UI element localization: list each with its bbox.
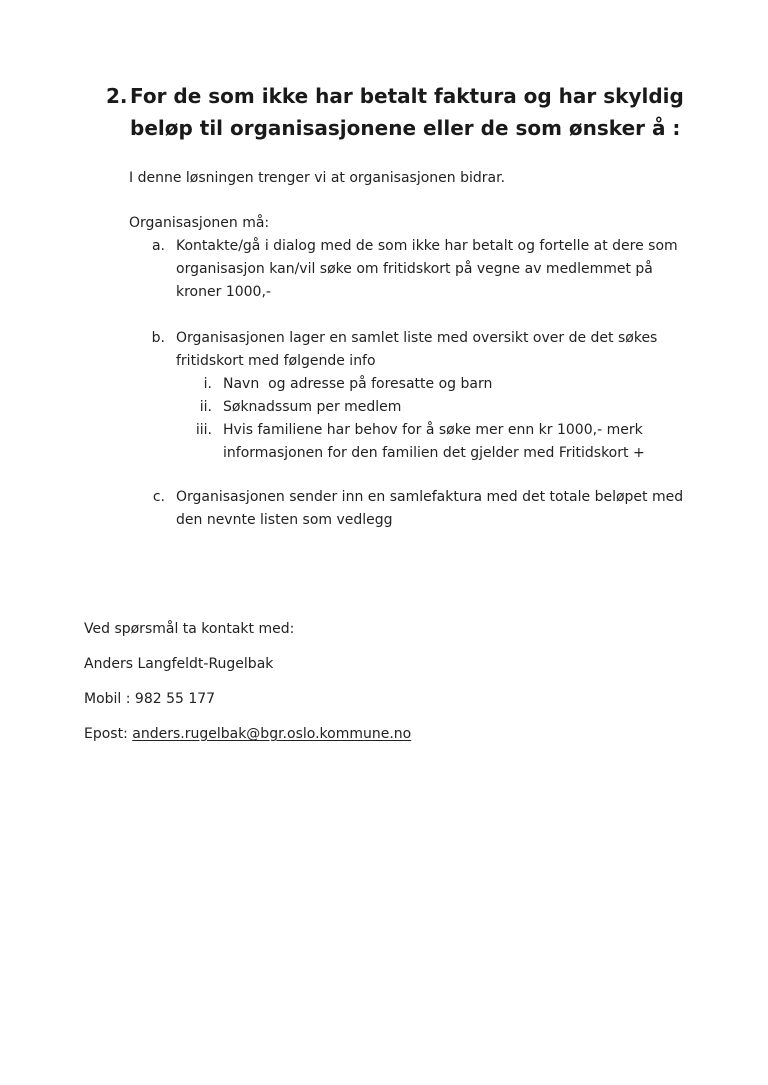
list-item-c [129,486,689,532]
sub-list-marker: ii. [199,399,212,415]
sub-list-item-iii [176,419,696,465]
organization-label: Organisasjonen må: [129,215,270,231]
section-number: 2. [106,84,128,108]
list-item-a [129,235,689,304]
section-title: For de som ikke har betalt faktura og har skyldig beløp til organisasjonene eller de som ønsker å : [130,84,684,140]
sub-list-item-text: Navn og adresse på foresatte og barn [223,376,493,392]
contact-mobile: Mobil : 982 55 177 [84,691,216,707]
sub-list-item-text: Søknadssum per medlem [223,399,402,415]
section-heading [106,80,726,144]
email-label: Epost: [84,726,128,742]
list-item-b [129,327,689,373]
list-item-text: Organisasjonen sender inn en samlefaktura med det totale beløpet med den nevnte listen som vedlegg [176,489,684,528]
contact-intro: Ved spørsmål ta kontakt med: [84,621,295,637]
sub-list-marker: iii. [195,422,212,438]
list-item-text: Organisasjonen lager en samlet liste med oversikt over de det søkes fritidskort med følgende info [176,330,658,369]
list-item-text: Kontakte/gå i dialog med de som ikke har betalt og fortelle at dere som organisasjon kan/vil søke om fritidskort på vegne av medlemmet på kroner 1000,- [176,238,678,300]
list-marker: b. [151,330,165,346]
contact-email-line [84,723,411,746]
sub-list-marker: i. [203,376,212,392]
contact-name: Anders Langfeldt-Rugelbak [84,656,274,672]
list-marker: a. [151,238,165,254]
sub-list-item-i [176,373,696,396]
list-marker: c. [152,489,165,505]
sub-list-item-text: Hvis familiene har behov for å søke mer enn kr 1000,- merk informasjonen for den familien det gjelder med Fritidskort + [223,422,645,461]
intro-paragraph: I denne løsningen trenger vi at organisasjonen bidrar. [129,170,506,186]
email-link[interactable]: anders.rugelbak@bgr.oslo.kommune.no [132,726,412,742]
sub-list-item-ii [176,396,696,419]
